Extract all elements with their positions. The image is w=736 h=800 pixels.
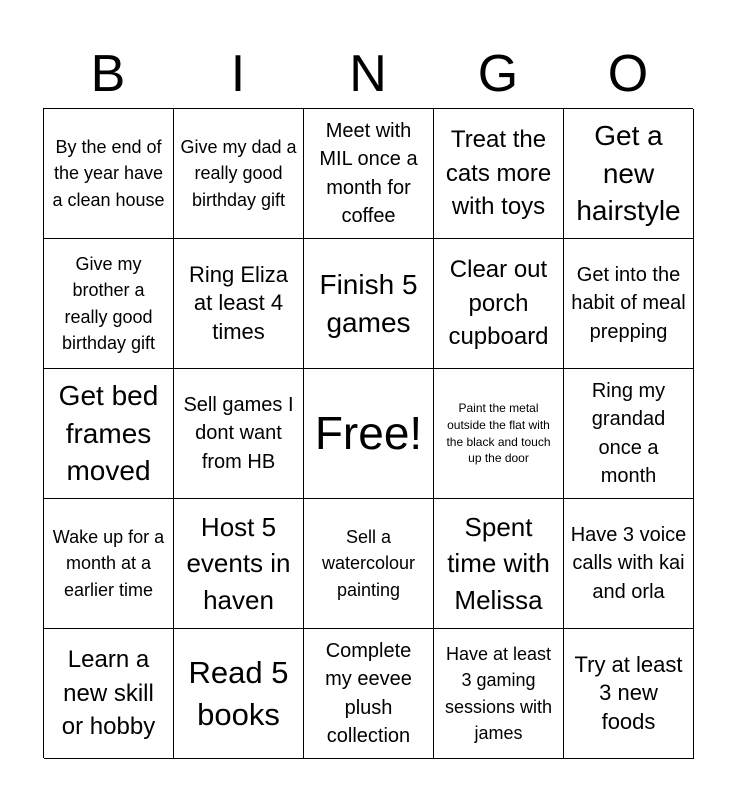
- cell-text: Get a new hairstyle: [576, 119, 681, 227]
- bingo-cell[interactable]: [304, 499, 434, 629]
- cell-text: Read 5 books: [188, 654, 289, 732]
- cell-text: Free!: [314, 406, 423, 459]
- cell-text: Paint the metal outside the flat with the black and touch up the door: [446, 400, 551, 466]
- cell-text: Have 3 voice calls with kai and orla: [570, 523, 687, 603]
- cell-text: Sell games I dont want from HB: [183, 393, 294, 473]
- bingo-cell[interactable]: [174, 369, 304, 499]
- header-letter-i: I: [230, 45, 246, 103]
- bingo-cell[interactable]: [304, 109, 434, 239]
- cell-text: Have at least 3 gaming sessions with james: [444, 644, 553, 743]
- cell-text: Ring my grandad once a month: [591, 379, 666, 487]
- bingo-cell[interactable]: [434, 629, 564, 759]
- bingo-cell[interactable]: [174, 629, 304, 759]
- bingo-cell[interactable]: [564, 109, 694, 239]
- header-letter-b: B: [90, 45, 126, 103]
- cell-text: Spent time with Melissa: [447, 511, 550, 615]
- bingo-cell[interactable]: [564, 499, 694, 629]
- cell-text: Get into the habit of meal prepping: [571, 263, 686, 343]
- cell-text: Give my brother a really good birthday gift: [61, 254, 156, 353]
- cell-text: Learn a new skill or hobby: [61, 646, 156, 741]
- cell-text: Finish 5 games: [319, 268, 418, 338]
- bingo-cell[interactable]: [44, 239, 174, 369]
- bingo-cell[interactable]: [564, 369, 694, 499]
- header-letter-g: G: [477, 45, 519, 103]
- bingo-header: [43, 40, 693, 108]
- cell-text: By the end of the year have a clean house: [52, 137, 165, 210]
- bingo-cell[interactable]: [304, 629, 434, 759]
- cell-text: Wake up for a month at a earlier time: [52, 527, 165, 600]
- bingo-cell[interactable]: [304, 239, 434, 369]
- cell-text: Get bed frames moved: [58, 379, 159, 487]
- cell-text: Complete my eevee plush collection: [325, 639, 412, 747]
- cell-text: Try at least 3 new foods: [574, 651, 683, 734]
- bingo-cell[interactable]: [434, 499, 564, 629]
- bingo-cell[interactable]: [44, 369, 174, 499]
- cell-text: Give my dad a really good birthday gift: [180, 137, 297, 210]
- cell-text: Host 5 events in haven: [186, 511, 291, 615]
- bingo-cell[interactable]: [434, 109, 564, 239]
- bingo-cell[interactable]: [434, 369, 564, 499]
- bingo-cell[interactable]: [44, 109, 174, 239]
- bingo-cell[interactable]: [434, 239, 564, 369]
- bingo-cell[interactable]: [174, 109, 304, 239]
- free-cell[interactable]: [304, 369, 434, 499]
- cell-text: Clear out porch cupboard: [448, 256, 549, 351]
- bingo-cell[interactable]: [44, 629, 174, 759]
- bingo-cell[interactable]: [174, 239, 304, 369]
- bingo-cell[interactable]: [174, 499, 304, 629]
- header-letter-n: N: [349, 45, 387, 103]
- bingo-cell[interactable]: [564, 239, 694, 369]
- header-letter-o: O: [607, 45, 649, 103]
- cell-text: Meet with MIL once a month for coffee: [319, 119, 418, 227]
- cell-text: Ring Eliza at least 4 times: [188, 261, 289, 344]
- cell-text: Treat the cats more with toys: [445, 126, 552, 221]
- bingo-board: [43, 108, 693, 758]
- bingo-cell[interactable]: [564, 629, 694, 759]
- cell-text: Sell a watercolour painting: [321, 527, 416, 600]
- bingo-cell[interactable]: [44, 499, 174, 629]
